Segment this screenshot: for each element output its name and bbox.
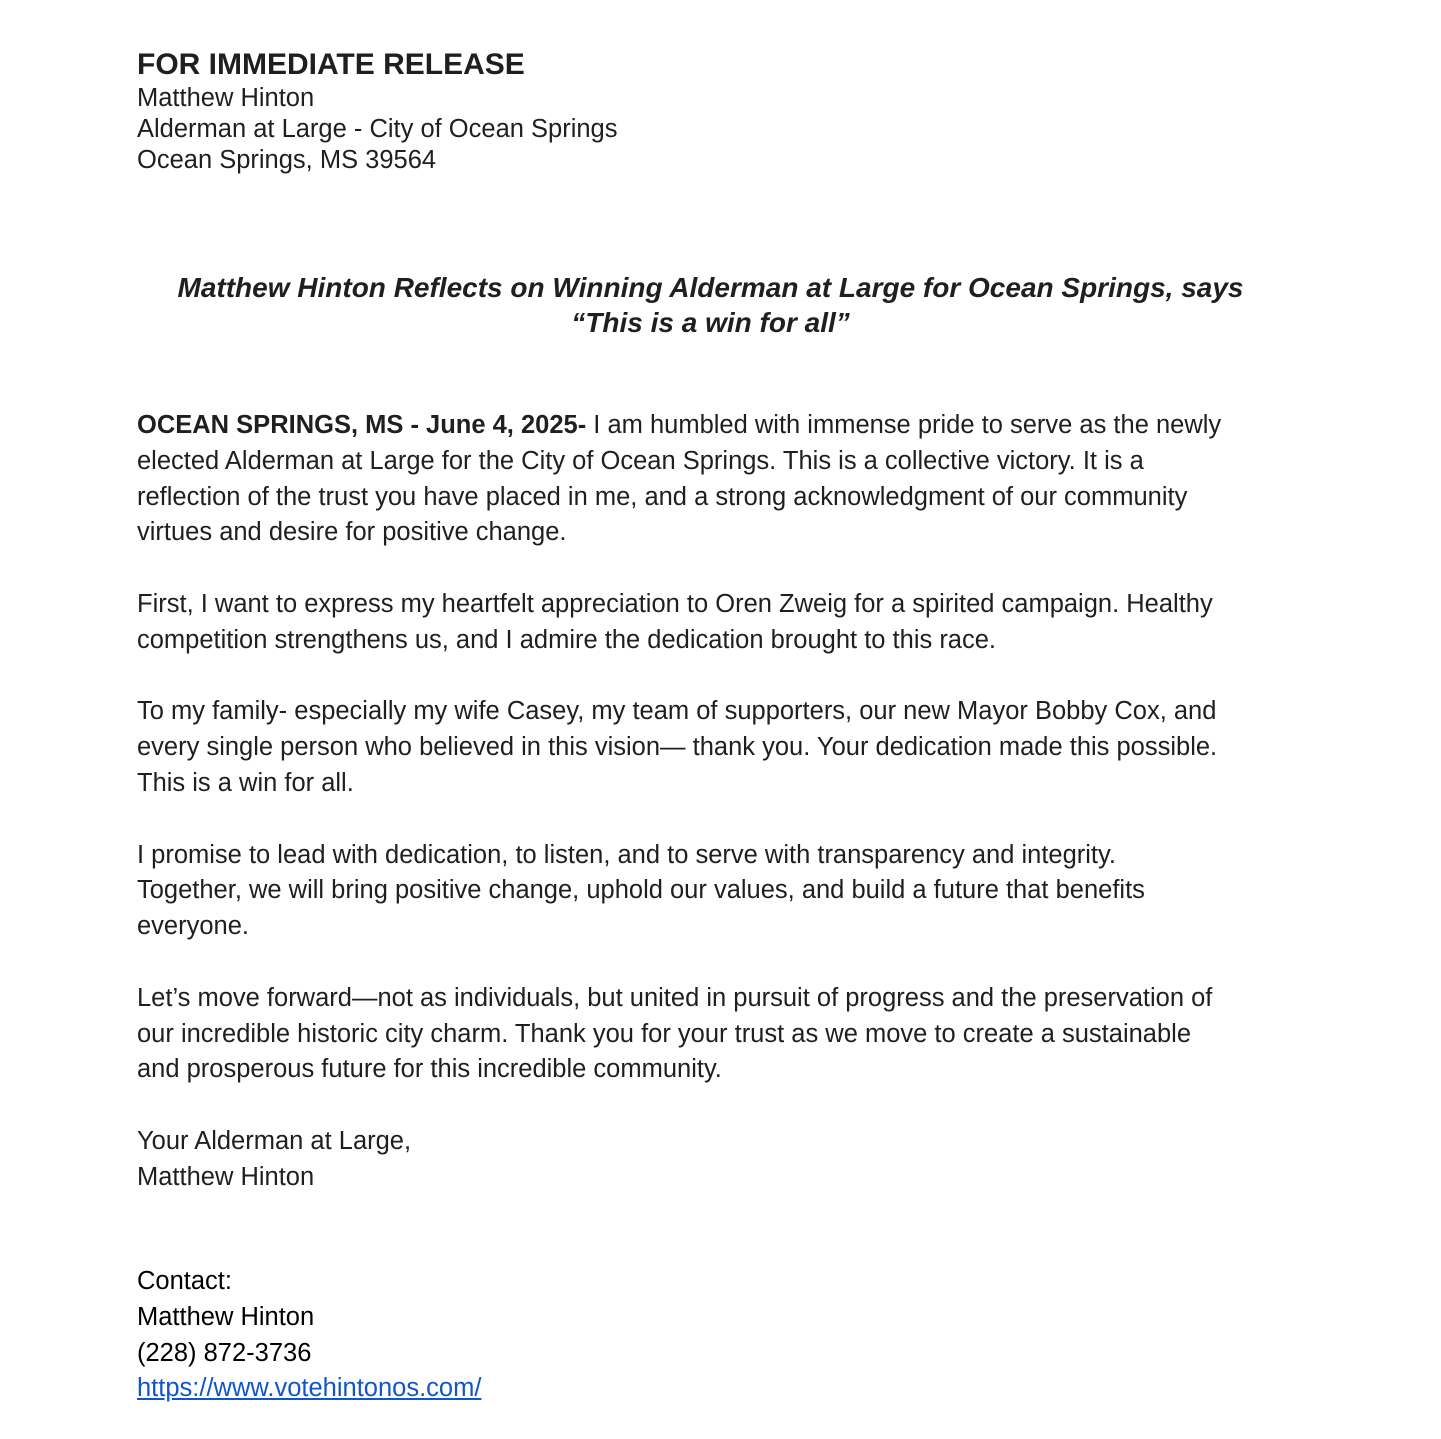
contact-label: Contact:: [137, 1267, 232, 1295]
contact-name: Matthew Hinton: [137, 1302, 315, 1331]
release-label: FOR IMMEDIATE RELEASE: [137, 48, 525, 81]
paragraph-5-line-3: and prosperous future for this incredible community.: [137, 1055, 722, 1084]
paragraph-5-line-2: our incredible historic city charm. Thank you for your trust as we move to create a sustainable: [137, 1019, 1192, 1048]
sender-location: Ocean Springs, MS 39564: [137, 146, 437, 174]
website-link[interactable]: https://www.votehintonos.com/: [137, 1374, 482, 1403]
release-body: [137, 408, 1297, 1196]
paragraph-3-line-2: every single person who believed in this vision— thank you. Your dedication made this possible.: [137, 733, 1218, 762]
paragraph-3: [137, 694, 1297, 801]
paragraph-1-line-3: reflection of the trust you have placed in me, and a strong acknowledgment of our community: [137, 482, 1188, 511]
paragraph-2: [137, 587, 1297, 659]
paragraph-2-line-1: First, I want to express my heartfelt appreciation to Oren Zweig for a spirited campaign. Healthy: [137, 589, 1213, 618]
signoff: [137, 1124, 1297, 1196]
sender-name: Matthew Hinton: [137, 84, 315, 112]
paragraph-1-line-2: elected Alderman at Large for the City of Ocean Springs. This is a collective victory. It is a: [137, 446, 1144, 475]
paragraph-4-line-2: Together, we will bring positive change, uphold our values, and build a future that benefits: [137, 876, 1145, 905]
signoff-line: Your Alderman at Large,: [137, 1126, 412, 1155]
contact-phone: (228) 872-3736: [137, 1338, 312, 1367]
paragraph-1-opening: I am humbled with immense pride to serve as the newly: [586, 411, 1222, 439]
contact-block: [137, 1264, 481, 1407]
paragraph-4-line-1: I promise to lead with dedication, to listen, and to serve with transparency and integrity.: [137, 840, 1116, 869]
signoff-name: Matthew Hinton: [137, 1162, 315, 1191]
paragraph-1-line-4: virtues and desire for positive change.: [137, 518, 567, 547]
sender-block: [137, 83, 617, 176]
headline-line-1: Matthew Hinton Reflects on Winning Alderman at Large for Ocean Springs, says: [177, 272, 1244, 303]
dateline: OCEAN SPRINGS, MS - June 4, 2025-: [137, 411, 587, 439]
paragraph-1-line-1: [137, 408, 1297, 444]
paragraph-2-line-2: competition strengthens us, and I admire the dedication brought to this race.: [137, 625, 997, 654]
paragraph-4-line-3: everyone.: [137, 912, 249, 941]
paragraph-5-line-1: Let’s move forward—not as individuals, but united in pursuit of progress and the preservation of: [137, 983, 1213, 1012]
paragraph-3-line-3: This is a win for all.: [137, 768, 354, 797]
paragraph-4: [137, 838, 1297, 945]
paragraph-5: [137, 981, 1297, 1088]
headline-line-2: “This is a win for all”: [571, 307, 850, 338]
sender-title: Alderman at Large - City of Ocean Springs: [137, 115, 618, 143]
paragraph-3-line-1: To my family- especially my wife Casey, my team of supporters, our new Mayor Bobby Cox, and: [137, 697, 1217, 726]
headline: [137, 270, 1284, 340]
paragraph-1: [137, 408, 1297, 551]
